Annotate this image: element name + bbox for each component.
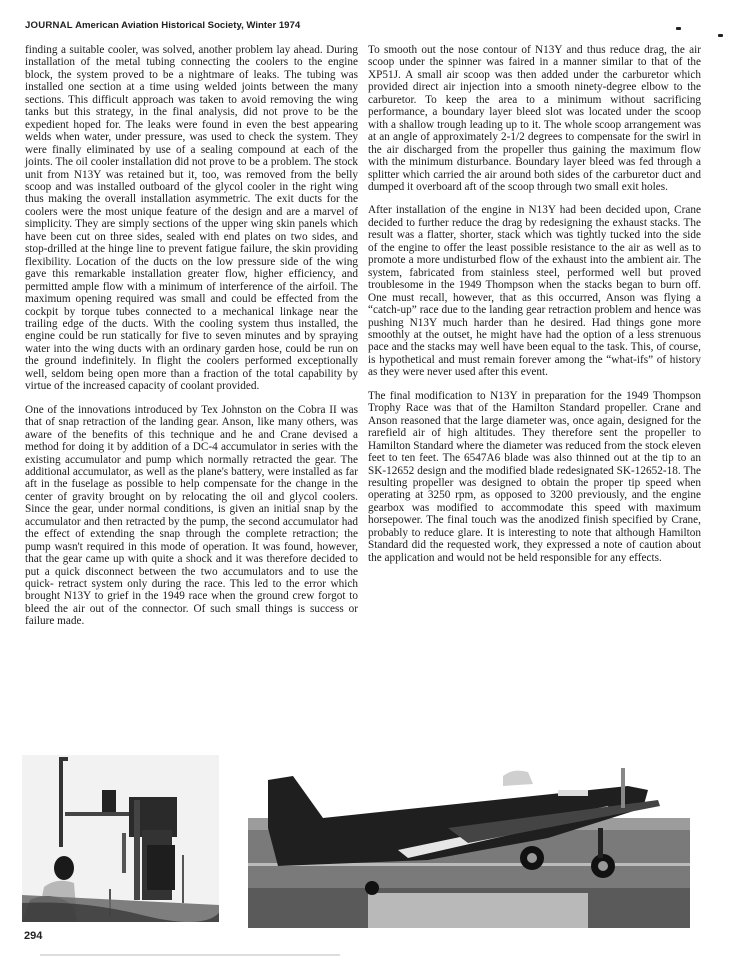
test-rig-image xyxy=(22,755,219,922)
scan-edge xyxy=(40,954,340,956)
mustang-image xyxy=(248,768,690,928)
paragraph-cooling-system: finding a suitable cooler, was solved, another problem lay ahead. During installation of the metal tubing connecting the coolers to the engine block, the system proved to be a nightmare of leaks. The tubing was installed one section at a time using welded joints between the many sections. This difficult approach was taken to avoid removing the wing tanks but this strategy, in the final analysis, did not prove to be the expedient hoped for. The leaks were found in even the best appearing welds when water, under pressure, was used to check the system. They were finally eliminated by use of a sealing compound at each of the joints. The oil cooler installation did not prove to be a problem. The stock unit from N13Y was retained but it, too, was removed from the belly scoop and was installed outboard of the glycol cooler in the right wing thus making the overall installation asymmetric. The exit ducts for the coolers were the most unique feature of the design and are a marvel of simplicity. They are simply sections of the upper wing skin panels which have been cut on three sides, sealed with end plates on two sides, and stop-drilled at the hinge line to prevent fatigue failure, the skin providing flexibility. Location of the ducts on the low pressure side of the wing gave this remarkable installation greater flow, higher efficiency, and permitted ample flow with a minimum of interference of the airfoil. The maximum opening required was small and could be effected from the cockpit by torque tubes connected to a mechanical linkage near the trailing edge of the ducts. With the cooling system thus installed, the engine could be run statically for five to seven minutes and by spraying water into the wing ducts with an ordinary garden hose, could be run on the ground indefinitely. In flight the coolers performed exceptionally well, seldom being open more than a fraction of the total capability by virtue of the increased capacity of coolant provided. xyxy=(25,44,358,393)
right-column xyxy=(368,44,701,575)
journal-title: American Aviation Historical Society, Winter 1974 xyxy=(75,20,301,31)
scan-mark xyxy=(676,27,681,30)
paragraph-snap-retraction: One of the innovations introduced by Tex Johnston on the Cobra II was that of snap retraction of the landing gear. Anson, like many others, was aware of the benefits of this technique and he and Crane devised a method for doing it by addition of a DC-4 accumulator in series with the existing accumulator and pump which normally retracted the gear. The additional accumulator, as well as the plane's battery, were installed as far aft in the fuselage as possible to help compensate for the change in the center of gravity brought on by relocating the oil and glycol coolers. Since the gear, under normal conditions, is given an initial snap by the accumulator and then retracted by the pump, the second accumulator had the effect of extending the snap through the complete retraction; the pump wasn't required in this mode of operation. It was found, however, that the gear came up with quite a shock and it was therefore decided to put a quick disconnect between the two accumulators and to use the quick- retract system only during the race. This led to the error which brought N13Y to grief in the 1949 race when the ground crew forgot to bleed the air out of the connector. Of such small things is success or failure made. xyxy=(25,403,358,628)
running-header xyxy=(25,20,715,31)
paragraph-air-scoop: To smooth out the nose contour of N13Y and thus reduce drag, the air scoop under the spinner was faired in a manner similar to that of the XP51J. A small air scoop was then added under the carburetor which provided direct air injection into a smooth ninety-degree elbow to the carburetor. To keep the area to a minimum without sacrificing performance, a boundary layer bleed slot was located under the scoop with a shallow trough leading up to it. The whole scoop arrangement was at an angle of approximately 2-1/2 degrees to compensate for the swirl in the air discharged from the propeller thus gaining the maximum flow with the minimum disturbance. Boundary layer bleed was fed through a splitter which carried the air around both sides of the carburetor duct and dumped it overboard aft of the scoop through two small exit holes. xyxy=(368,44,701,193)
left-column xyxy=(25,44,358,639)
page-number: 294 xyxy=(24,930,43,942)
photo-mustang-racer xyxy=(248,768,690,928)
paragraph-exhaust-stacks: After installation of the engine in N13Y had been decided upon, Crane decided to further reduce the drag by redesigning the exhaust stacks. The result was a flatter, shorter, stack which was tightly tucked into the side of the engine to offer the least possible resistance to the air as well as to promote a more undisturbed flow of the exhaust into the ambient air. The system, fabricated from stainless steel, performed well but proved troublesome in the 1949 Thompson when the stacks began to burn off. One must recall, however, that as this occurred, Anson was flying a “catch-up” race due to the landing gear retraction problem and hence was pushing N13Y much harder than he desired. Had things gone more smoothly at the outset, he might have had the option of a less strenuous pace and the stacks may well have been equal to the task. This, of course, is hypothetical and must remain forever among the “what-ifs” of history as they were never used after this event. xyxy=(368,204,701,379)
scan-mark xyxy=(718,34,723,37)
paragraph-propeller: The final modification to N13Y in preparation for the 1949 Thompson Trophy Race was that of the Hamilton Standard propeller. Crane and Anson reasoned that the large diameter was, once again, designed for the rarefield air of high altitudes. They therefore sent the propeller to Hamilton Standard where the diameter was reduced from the stock eleven feet to ten feet. The 6547A6 blade was also thinned out at the tip to an SK-12652 design and the modified blade redesignated SK-12652-18. The resulting propeller was designed to obtain the proper tip speed when operating at 3250 rpm, as opposed to 3200 previously, and the engine gearbox was modified to accommodate this speed with maximum horsepower. The final touch was the anodized finish specified by Crane, probably to reduce glare. It is interesting to note that although Hamilton Standard did the requested work, they expressed a note of caution about the application and would not be held responsible for any effects. xyxy=(368,389,702,564)
photo-test-rig xyxy=(22,755,219,922)
journal-label: JOURNAL xyxy=(25,20,73,31)
